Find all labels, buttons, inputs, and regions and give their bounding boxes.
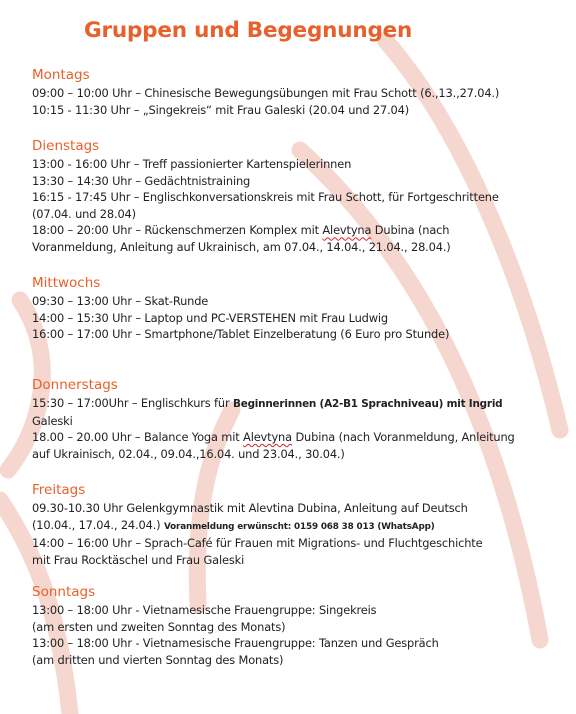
- day-heading: Sonntags: [32, 584, 96, 600]
- line-part: 18:00 – 20:00 Uhr – Rückenschmerzen Komplex mit: [32, 223, 323, 238]
- section-sonntags: [32, 584, 552, 668]
- event-line: 10:15 - 11:30 Uhr – „Singekreis“ mit Frau Galeski (20.04 und 27.04): [32, 102, 410, 117]
- section-freitags: [32, 482, 552, 568]
- event-line: 14:00 – 16:00 Uhr – Sprach-Café für Frauen mit Migrations- und Fluchtgeschichte: [32, 536, 483, 551]
- event-line: (am dritten und vierten Sonntag des Monats): [32, 652, 284, 667]
- event-line: Voranmeldung, Anleitung auf Ukrainisch, am 07.04., 14.04., 21.04., 28.04.): [32, 239, 451, 254]
- event-line: Galeski: [32, 413, 73, 428]
- section-montags: [32, 67, 552, 118]
- day-heading: Montags: [32, 67, 90, 83]
- event-line: [32, 517, 552, 536]
- line-part: 18.00 – 20.00 Uhr – Balance Yoga mit: [32, 430, 244, 445]
- line-part: Dubina (nach: [371, 223, 450, 238]
- event-line: mit Frau Rocktäschel und Frau Galeski: [32, 552, 245, 567]
- registration-note: Voranmeldung erwünscht: 0159 068 38 013 (WhatsApp): [163, 521, 435, 532]
- event-line: 13:00 – 18:00 Uhr - Vietnamesische Frauengruppe: Tanzen und Gespräch: [32, 636, 439, 651]
- event-line: 16:00 – 17:00 Uhr – Smartphone/Tablet Einzelberatung (6 Euro pro Stunde): [32, 327, 450, 342]
- event-line: 09.30-10.30 Uhr Gelenkgymnastik mit Alevtina Dubina, Anleitung auf Deutsch: [32, 501, 468, 515]
- event-line: 09:30 – 13:00 Uhr – Skat-Runde: [32, 294, 209, 308]
- section-dienstags: [32, 138, 552, 256]
- section-donnerstags: [32, 377, 552, 462]
- section-mittwochs: [32, 275, 552, 343]
- event-line: 13:00 – 18:00 Uhr - Vietnamesische Frauengruppe: Singekreis: [32, 603, 377, 617]
- event-line: 13:00 - 16:00 Uhr – Treff passionierter Kartenspielerinnen: [32, 157, 352, 171]
- spellcheck-word: Alevtyna: [243, 430, 292, 445]
- event-line: (07.04. und 28.04): [32, 206, 136, 221]
- line-part: (10.04., 17.04., 24.04.): [32, 517, 164, 532]
- event-line: 09:00 – 10:00 Uhr – Chinesische Bewegungsübungen mit Frau Schott (6.,13.,27.04.): [32, 86, 500, 100]
- day-heading: Freitags: [32, 482, 86, 498]
- event-line: (am ersten und zweiten Sonntag des Monats): [32, 619, 286, 634]
- event-line: [32, 429, 552, 446]
- day-heading: Mittwochs: [32, 275, 101, 291]
- event-line: 13:30 – 14:30 Uhr – Gedächtnistraining: [32, 173, 251, 188]
- line-part-bold: Beginnerinnen (A2-B1 Sprachniveau) mit Ingrid: [233, 398, 503, 410]
- event-line: [32, 222, 552, 239]
- line-part: Dubina (nach Voranmeldung, Anleitung: [291, 430, 515, 445]
- event-line: [32, 395, 552, 413]
- day-heading: Dienstags: [32, 138, 100, 154]
- event-line: 16:15 - 17:45 Uhr – Englischkonversationskreis mit Frau Schott, für Fortgeschrittene: [32, 190, 499, 205]
- page-title: Gruppen und Begegnungen: [84, 18, 413, 43]
- spellcheck-word: Alevtyna: [322, 223, 372, 238]
- line-part: 15:30 – 17:00Uhr – Englischkurs für: [32, 396, 233, 410]
- day-heading: Donnerstags: [32, 377, 118, 393]
- event-line: 14:00 – 15:30 Uhr – Laptop und PC-VERSTEHEN mit Frau Ludwig: [32, 310, 389, 325]
- event-line: auf Ukrainisch, 02.04., 09.04.,16.04. und 23.04., 30.04.): [32, 446, 345, 461]
